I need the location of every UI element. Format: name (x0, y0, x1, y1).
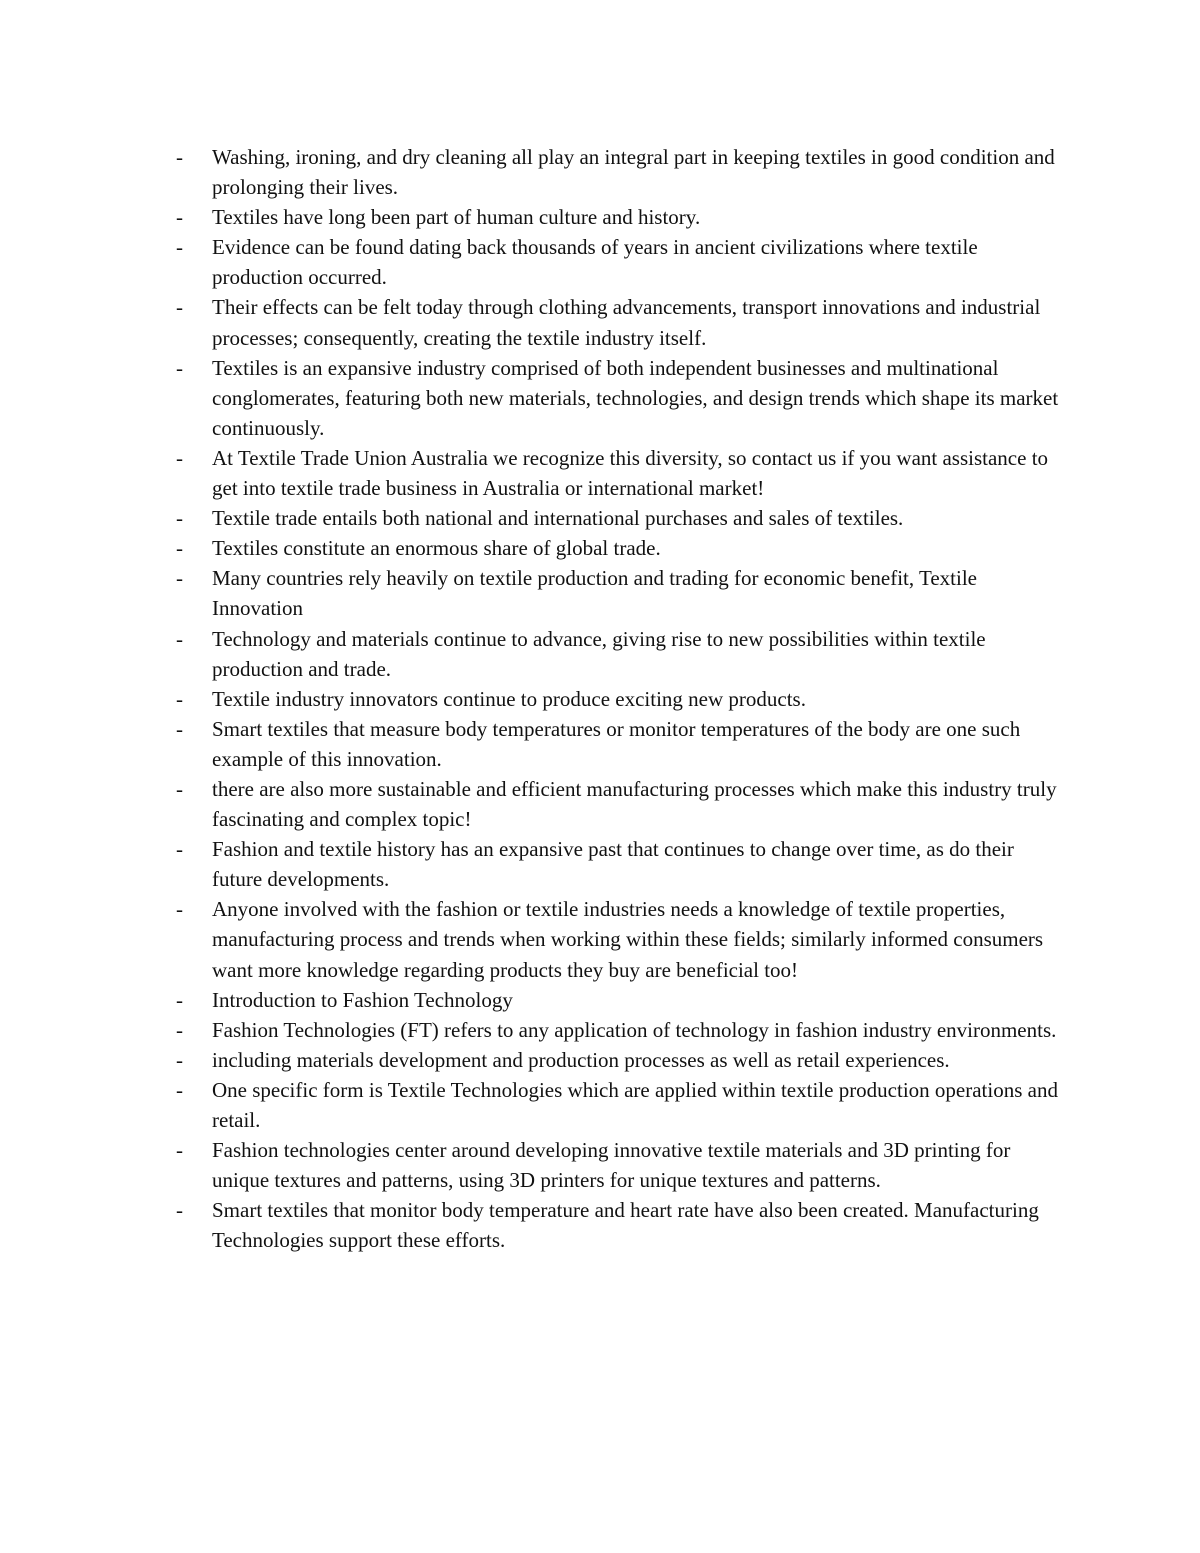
list-item (174, 533, 1064, 563)
list-item-text: Evidence can be found dating back thousands of years in ancient civilizations where textile production occurred. (212, 235, 978, 290)
list-item-text: Washing, ironing, and dry cleaning all play an integral part in keeping textiles in good condition and prolonging their lives. (212, 145, 1055, 200)
list-item (174, 292, 1064, 352)
list-item (174, 774, 1064, 834)
bullet-dash: - (176, 566, 183, 591)
bullet-dash: - (176, 205, 183, 230)
bullet-dash: - (176, 837, 183, 862)
bullet-list (174, 142, 1064, 1255)
list-item-text: Textile industry innovators continue to produce exciting new products. (212, 686, 806, 711)
list-item (174, 714, 1064, 774)
list-item-text: Textiles have long been part of human culture and history. (212, 205, 701, 230)
list-item (174, 1075, 1064, 1135)
list-item-text: Smart textiles that monitor body temperature and heart rate have also been created. Manufacturing Technologies support these efforts. (212, 1198, 1039, 1253)
list-item (174, 142, 1064, 202)
list-item-text: Textiles is an expansive industry comprised of both independent businesses and multinational conglomerates, featuring both new materials, technologies, and design trends which shape its market continuously. (212, 355, 1059, 440)
bullet-dash: - (176, 1077, 183, 1102)
list-item (174, 503, 1064, 533)
list-item (174, 1195, 1064, 1255)
list-item-text: Smart textiles that measure body temperatures or monitor temperatures of the body are one such example of this innovation. (212, 716, 1021, 771)
list-item (174, 985, 1064, 1015)
bullet-dash: - (176, 1138, 183, 1163)
bullet-dash: - (176, 1198, 183, 1223)
bullet-dash: - (176, 987, 183, 1012)
list-item (174, 563, 1064, 623)
list-item (174, 202, 1064, 232)
list-item-text: Anyone involved with the fashion or textile industries needs a knowledge of textile properties, manufacturing process and trends when working within these fields; similarly informed consumers want more knowledge regarding products they buy are beneficial too! (212, 897, 1044, 982)
list-item-text: Their effects can be felt today through clothing advancements, transport innovations and industrial processes; consequently, creating the textile industry itself. (212, 295, 1041, 350)
list-item-text: there are also more sustainable and efficient manufacturing processes which make this industry truly fascinating and complex topic! (212, 776, 1057, 832)
bullet-dash: - (176, 295, 183, 320)
bullet-dash: - (176, 536, 183, 561)
list-item (174, 353, 1064, 443)
list-item (174, 443, 1064, 503)
bullet-dash: - (176, 1047, 183, 1072)
bullet-dash: - (176, 355, 183, 380)
list-item-text: Introduction to Fashion Technology (212, 987, 513, 1012)
list-item-text: Many countries rely heavily on textile production and trading for economic benefit, Textile Innovation (212, 566, 977, 621)
bullet-dash: - (176, 145, 183, 169)
list-item-text: Textile trade entails both national and international purchases and sales of textiles. (212, 506, 904, 531)
bullet-dash: - (176, 686, 183, 711)
list-item-text: Textiles constitute an enormous share of global trade. (212, 536, 661, 561)
list-item-text: including materials development and production processes as well as retail experiences. (212, 1047, 950, 1072)
list-item (174, 834, 1064, 894)
list-item-text: Technology and materials continue to advance, giving rise to new possibilities within textile production and trade. (212, 626, 986, 681)
list-item-text: Fashion Technologies (FT) refers to any application of technology in fashion industry environments. (212, 1017, 1057, 1042)
bullet-dash: - (176, 626, 183, 651)
list-item (174, 684, 1064, 714)
bullet-dash: - (176, 235, 183, 260)
bullet-dash: - (176, 716, 183, 741)
list-item-text: Fashion and textile history has an expansive past that continues to change over time, as do their future developments. (212, 837, 1014, 892)
list-item (174, 894, 1064, 984)
list-item (174, 624, 1064, 684)
bullet-dash: - (176, 776, 183, 801)
bullet-dash: - (176, 897, 183, 922)
list-item-text: At Textile Trade Union Australia we recognize this diversity, so contact us if you want assistance to get into textile trade business in Australia or international market! (212, 445, 1049, 501)
list-item (174, 1015, 1064, 1045)
bullet-dash: - (176, 445, 183, 470)
list-item (174, 232, 1064, 292)
list-item (174, 1045, 1064, 1075)
list-item-text: Fashion technologies center around developing innovative textile materials and 3D printing for unique textures and patterns, using 3D printers for unique textures and patterns. (212, 1138, 1011, 1193)
bullet-dash: - (176, 506, 183, 531)
bullet-dash: - (176, 1017, 183, 1042)
list-item-text: One specific form is Textile Technologies which are applied within textile production operations and retail. (212, 1077, 1058, 1132)
list-item (174, 1135, 1064, 1195)
